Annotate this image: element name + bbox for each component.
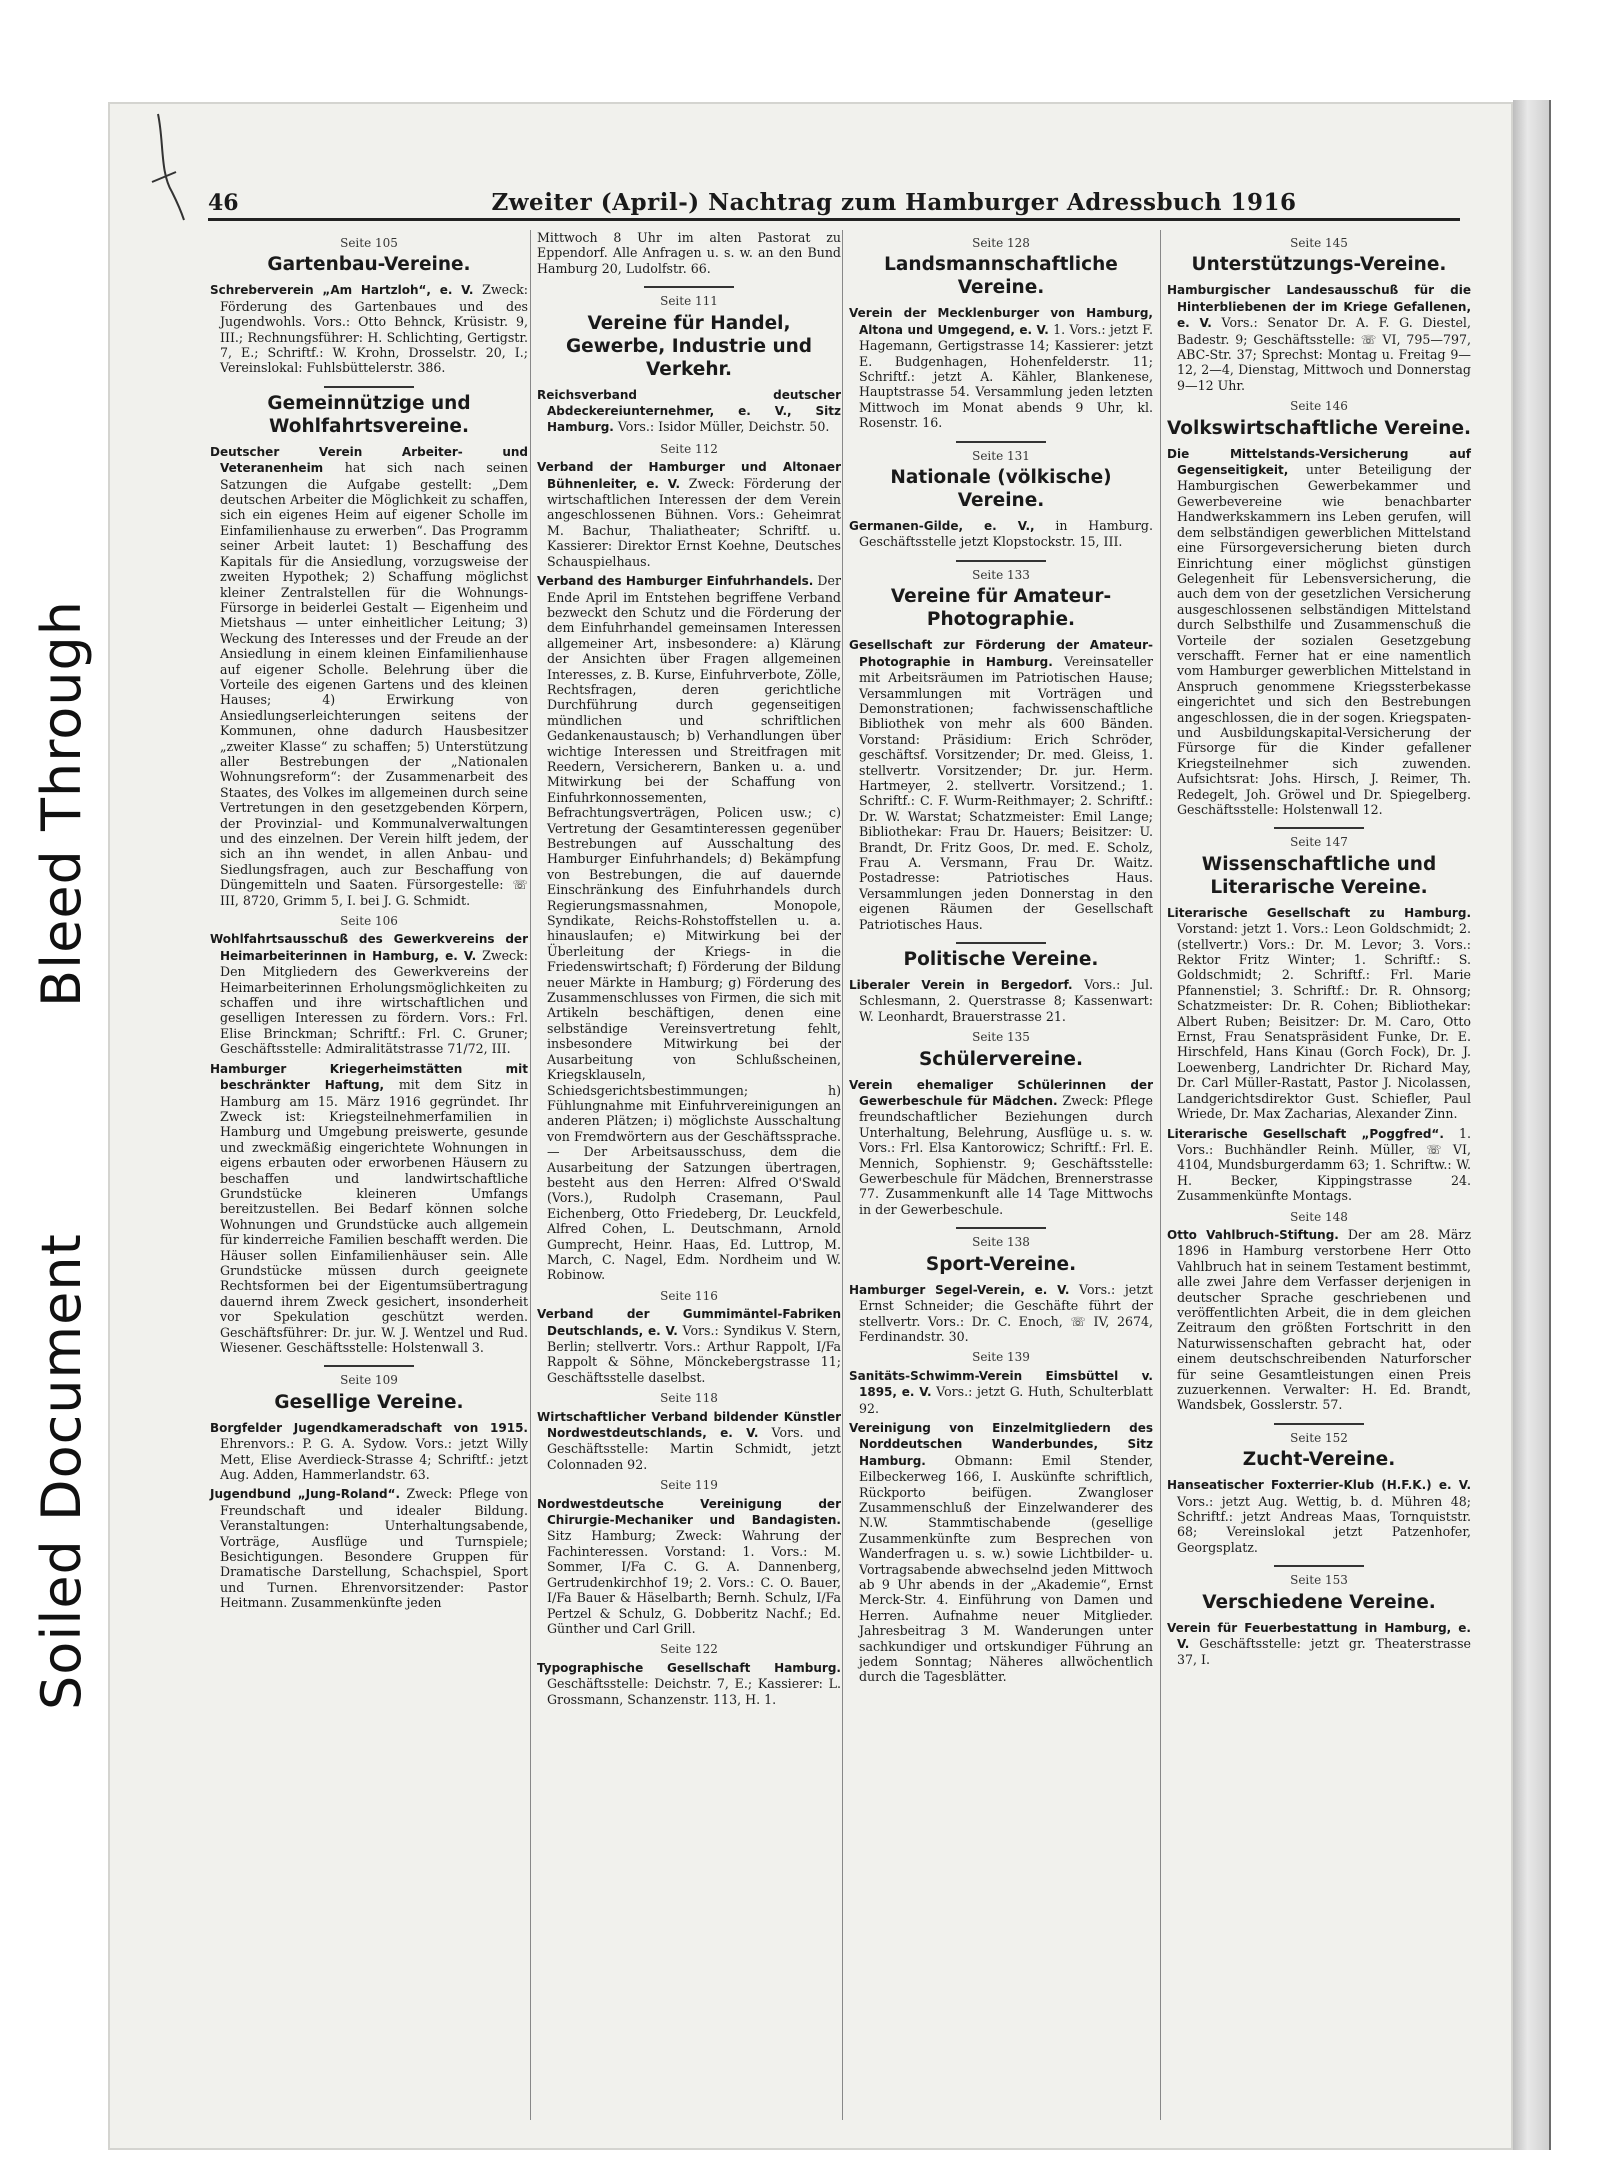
seite-label: Seite 133 [972, 567, 1030, 582]
entry [537, 387, 841, 436]
entry [210, 1486, 528, 1610]
header-rule [208, 218, 1460, 221]
entry-org: Deutscher Verein Arbeiter- und Veteranenheim [210, 444, 528, 476]
divider [324, 1365, 414, 1367]
section-heading: Sport-Vereine. [925, 1253, 1077, 1275]
section-heading: Gesellige Vereine. [274, 1391, 464, 1413]
divider [644, 286, 734, 288]
divider [956, 441, 1046, 443]
entry-text: Vors.: jetzt Aug. Wettig, b. d. Mühren 48; Schriftf.: jetzt Andreas Maas, Tornquiststr. 68; Vereinslokal jetzt Patzenhofer, Georgsplatz. [1177, 1493, 1471, 1555]
entry-text: unter Beteiligung der Hamburgischen Gewerbekammer und Gewerbevereine wie benachbarter Handwerkskammern ins Leben gerufen, will dem selbständigen gewerblichen Mittelstand eine Fürsorgeversicherung bieten durch Einrichtung einer möglichst günstigen Gelegenheit für Lebensversicherung, die auch dem von der gesetzlichen Versicherung ausgeschlossenen selbständigen Mittelstand durch Selbsthilfe und Zusammenschuß die Vorteile der sozialen Gesetzgebung verschafft. Ferner hat er eine namentlich vom Hamburger gewerblichen Mittelstand in Anspruch genommene Kriegssterbekasse eingerichtet und sich den Bestrebungen angeschlossen, die in der sogen. Kriegspaten- und Ausbildungskapital-Versicherung der Fürsorge für die Kinder gefallener Kriegsteilnehmer sich zuwenden. Aufsichtsrat: Johs. Hirsch, J. Reimer, Th. Redegelt, Joh. Gröwel und Dr. Spiegelberg. Geschäftsstelle: Holstenwall 12. [1177, 462, 1471, 817]
entry [210, 282, 528, 375]
seite-label: Seite 148 [1290, 1209, 1348, 1224]
seite-label: Seite 109 [340, 1373, 398, 1388]
entry-text: Ehrenvors.: P. G. A. Sydow. Vors.: jetzt Willy Mett, Elise Averdieck-Strasse 4; Schriftf.: jetzt Aug. Adden, Hammerlandstr. 63. [220, 1436, 528, 1483]
column-4 [1160, 230, 1471, 2120]
entry-text: in Hamburg. Geschäftsstelle jetzt Klopstockstr. 15, III. [859, 518, 1153, 550]
divider [956, 942, 1046, 944]
entry-text: Vors.: jetzt Ernst Schneider; die Geschäfte führt der stellvertr. Vors.: Dr. C. Enoch, ☏ IV, 2674, Ferdinandstr. 30. [859, 1281, 1153, 1344]
section-heading: Zucht-Vereine. [1242, 1449, 1396, 1471]
divider [956, 560, 1046, 562]
entry-org: Hamburgischer Landesausschuß für die Hinterbliebenen der im Kriege Gefallenen, e. V. [1167, 283, 1471, 331]
entry [1167, 1477, 1471, 1555]
entry-org: Literarische Gesellschaft zu Hamburg. [1167, 905, 1471, 920]
seite-label: Seite 119 [660, 1478, 718, 1493]
entry-org: Borgfelder Jugendkameradschaft von 1915. [210, 1420, 528, 1435]
column-3 [842, 230, 1153, 2120]
entry-org: Otto Vahlbruch-Stiftung. [1167, 1227, 1339, 1242]
entry-org: Hamburger Segel-Verein, e. V. [849, 1282, 1070, 1297]
section-heading: Vereine für Amateur-Photographie. [890, 586, 1112, 631]
section-heading: Unterstützungs-Vereine. [1191, 254, 1447, 276]
entry-org: Wirtschaftlicher Verband bildender Künstler Nordwestdeutschlands, e. V. [537, 1409, 841, 1441]
pen-mark-icon [150, 112, 190, 222]
entry [210, 1420, 528, 1483]
divider [1274, 1565, 1364, 1567]
entry [537, 1496, 841, 1637]
divider [956, 1227, 1046, 1229]
entry-org: Sanitäts-Schwimm-Verein Eimsbüttel v. 1895, e. V. [849, 1368, 1153, 1400]
entry-text: hat sich nach seinen Satzungen die Aufgabe gestellt: „Dem deutschen Arbeiter die Möglichkeit zu schaffen, sich ein eigenes Heim auf eigener Scholle im Einfamilienhause zu erwerben“. Das Programm seiner Arbeit lautet: 1) Beschaffung des Kapitals für die Ansiedlung, vorzugsweise der zweiten Hypothek; 2) Schaffung möglichst kleiner Zentralstellen für die Wohnungs-Fürsorge in beiderlei Gestalt — Eigenheim und Mietshaus — unter einheitlicher Leitung; 3) Weckung des Interesses und der Freude an der Ansiedlung in einem kleinen Einfamilienhause auf eigener Scholle. Belehrung über die Vorteile des eigenen Gartens und des kleinen Hauses; 4) Erwirkung von Ansiedlungserleichterungen seitens der Kommunen, ohne dadurch Hausbesitzer „zweiter Klasse“ zu schaffen; 5) Unterstützung aller Bestrebungen der „Nationalen Wohnungsreform“: der Zusammenarbeit des Staates, des Volkes im allgemeinen durch seine Vertretungen in den gesetzgebenden Körpern, der Provinzial- und Kommunalverwaltungen und des einzelnen. Der Verein hilft jedem, der sich an ihn wendet, in allen Anbau- und Siedlungsfragen, auch zur Beschaffung von Düngemitteln und Saaten. Fürsorgestelle: ☏ III, 8720, Grimm 5, I. bei J. G. Schmidt. [220, 460, 528, 908]
entry-text: Der am 28. März 1896 in Hamburg verstorbene Herr Otto Vahlbruch hat in seinem Testament bestimmt, alle zwei Jahre dem Verfasser derjenigen in deutscher Sprache geschriebenen und veröffentlichten Arbeit, die in dem gleichen Zeitraum den größten Fortschritt in den Naturwissenschaften gebracht hat, oder einem deutschschreibenden Naturforscher für seine Gesamtleistungen einen Preis zuzuerkennen. Verwalter: H. Ed. Brandt, Wandsbek, Gosslerstr. 57. [1177, 1226, 1471, 1413]
entry-continuation: Mittwoch 8 Uhr im alten Pastorat zu Eppendorf. Alle Anfragen u. s. w. an den Bund Hamburg 20, Ludolfstr. 66. [537, 230, 841, 276]
section-heading: Vereine für Handel, Gewerbe, Industrie und Verkehr. [565, 312, 813, 380]
seite-label: Seite 145 [1290, 236, 1348, 250]
entry-org: Nordwestdeutsche Vereinigung der Chirurgie-Mechaniker und Bandagisten. [537, 1496, 841, 1528]
entry [1167, 446, 1471, 818]
entry-text: Zweck: Den Mitgliedern des Gewerkvereins der Heimarbeiterinnen Erholungsmöglichkeiten zu schaffen und ihre wirtschaftlichen und geselligen Interessen zu fördern. Vors.: Frl. Elise Brinckman; Schriftf.: Frl. C. Gruner; Geschäftsstelle: Admiralitätstrasse 71/72, III. [220, 947, 528, 1057]
seite-label: Seite 111 [660, 294, 718, 309]
entry-text: Vors.: Senator Dr. A. F. G. Diestel, Badestr. 9; Geschäftsstelle: ☏ VI, 795—797, ABC-Str. 37; Sprechst: Montag u. Freitag 9—12, 2—4, Dienstag, Mittwoch und Donnerstag 9—12 Uhr. [1177, 315, 1471, 393]
section-heading: Gemeinnützige und Wohlfahrtsvereine. [267, 392, 471, 437]
entry-org: Verband der Gummimäntel-Fabriken Deutschlands, e. V. [537, 1307, 841, 1338]
seite-label: Seite 147 [1290, 835, 1348, 850]
seite-label: Seite 146 [1290, 399, 1348, 414]
entry [537, 1660, 841, 1707]
entry-org: Verein ehemaliger Schülerinnen der Gewerbeschule für Mädchen. [849, 1077, 1153, 1109]
entry [1167, 905, 1471, 1122]
entry [1167, 1620, 1471, 1668]
entry-org: Schreberverein „Am Hartzloh“, e. V. [210, 283, 474, 298]
seite-label: Seite 112 [660, 441, 718, 456]
entry [210, 931, 528, 1056]
page-header [208, 176, 1460, 216]
page-edge-outer [1549, 100, 1600, 2150]
entry-org: Germanen-Gilde, e. V., [849, 519, 1035, 534]
section-heading: Volkswirtschaftliche Vereine. [1167, 417, 1472, 439]
entry-text: Vors.: Jul. Schlesmann, 2. Querstrasse 8; Kassenwart: W. Leonhardt, Brauerstrasse 21. [859, 977, 1153, 1024]
entry [210, 1061, 528, 1356]
entry-org: Jugendbund „Jung-Roland“. [210, 1487, 401, 1502]
column-2 [530, 230, 841, 2120]
entry [849, 977, 1153, 1024]
section-heading: Gartenbau-Vereine. [267, 254, 471, 276]
entry [849, 518, 1153, 550]
entry-text: Zweck: Förderung des Gartenbaues und des Jugendwohls. Vors.: Otto Behnck, Krüsistr. 9, III.; Rechnungsführer: H. Schlichting, Gertigstr. 7, E.; Schriftf.: W. Krohn, Drosselstr. 20, I.; Vereinslokal: Fuhlsbüttelerstr. 386. [220, 282, 529, 376]
section-heading: Landsmannschaftliche Vereine. [884, 254, 1118, 299]
seite-label: Seite 135 [972, 1030, 1030, 1045]
entry [537, 573, 841, 1283]
entry-org: Verein für Feuerbestattung in Hamburg, e. V. [1167, 1620, 1471, 1652]
entry-org: Liberaler Verein in Bergedorf. [849, 978, 1073, 992]
entry-text: Vors.: jetzt G. Huth, Schulterblatt 92. [859, 1384, 1153, 1416]
seite-label: Seite 152 [1290, 1430, 1348, 1445]
entry [537, 459, 841, 569]
entry [210, 444, 528, 908]
seite-label: Seite 128 [972, 236, 1030, 250]
entry [537, 1306, 841, 1385]
page-number: 46 [208, 190, 239, 216]
page-title: Zweiter (April-) Nachtrag zum Hamburger Adressbuch 1916 [491, 189, 1297, 216]
entry-org: Gesellschaft zur Förderung der Amateur-Photographie in Hamburg. [849, 638, 1153, 669]
side-label [6, 600, 116, 1710]
entry [849, 305, 1153, 430]
entry-text: Vors.: Syndikus V. Stern, Berlin; stellvertr. Vors.: Arthur Rappolt, I/Fa Rappolt & Söhne, Mönckebergstrasse 11; Geschäftsstelle daselbst. [547, 1322, 842, 1385]
divider [324, 386, 414, 388]
entry-org: Wohlfahrtsausschuß des Gewerkvereins der Heimarbeiterinnen in Hamburg, e. V. [210, 932, 528, 963]
section-heading: Verschiedene Vereine. [1202, 1591, 1436, 1613]
entry-org: Vereinigung von Einzelmitgliedern des Norddeutschen Wanderbundes, Sitz Hamburg. [849, 1420, 1153, 1468]
entry [849, 1077, 1153, 1218]
side-label-bleed: Bleed Through [29, 600, 93, 1007]
entry-text: Vors.: Isidor Müller, Deichstr. 50. [617, 419, 830, 435]
seite-label: Seite 106 [340, 914, 398, 929]
entry-org: Hanseatischer Foxterrier-Klub (H.F.K.) e. V. [1167, 1478, 1471, 1493]
entry-text: Zweck: Förderung der wirtschaftlichen Interessen der dem Verein angeschlossenen Bühnen. Vors.: Geheimrat M. Bachur, Thaliatheater; Schriftf. u. Kassierer: Direktor Ernst Koehne, Deutsches Schauspielhaus. [547, 475, 842, 569]
entry-text: Vereinsateller mit Arbeitsräumen im Patriotischen Hause; Versammlungen mit Vorträgen und Demonstrationen; fachwissenschaftliche Bibliothek von mehr als 600 Bänden. Vorstand: Präsidium: Erich Schröder, geschäftsf. Vorsitzender; Dr. med. Gleiss, 1. stellvertr. Vorsitzender; Dr. jur. Herm. Hartmeyer, 2. stellvertr. Vorsitzend.; 1. Schriftf.: C. F. Wurm-Reithmayer; 2. Schriftf.: Dr. W. Warstat; Schatzmeister: Emil Lange; Bibliothekar: Frau Dr. Hauers; Beisitzer: U. Brandt, Dr. Fritz Goos, Dr. med. E. Scholz, Frau A. Versmann, Frau Dr. Waitz. Postadresse: Patriotisches Haus. Versammlungen jeden Donnerstag in den eigenen Räumen der Gesellschaft Patriotisches Haus. [859, 653, 1153, 932]
entry [1167, 1227, 1471, 1413]
seite-label: Seite 116 [660, 1288, 718, 1303]
seite-label: Seite 138 [972, 1235, 1030, 1250]
seite-label: Seite 118 [660, 1391, 718, 1406]
entry-text: 1. Vors.: Buchhändler Reinh. Müller, ☏ VI, 4104, Mundsburgerdamm 63; 1. Schriftw.: W. H. Becker, Kippingstrasse 24. Zusammenkünfte Montags. [1177, 1125, 1471, 1204]
section-heading: Schülervereine. [918, 1048, 1083, 1070]
seite-label: Seite 122 [660, 1642, 718, 1657]
section-heading: Politische Vereine. [903, 949, 1099, 970]
entry-org: Die Mittelstands-Versicherung auf Gegenseitigkeit, [1167, 446, 1471, 478]
entry-org: Verband des Hamburger Einfuhrhandels. [537, 574, 814, 589]
seite-label: Seite 131 [972, 448, 1030, 463]
seite-label: Seite 105 [340, 236, 398, 250]
entry [537, 1409, 841, 1473]
column-1 [210, 230, 528, 2120]
entry-text: Vors. und Geschäftsstelle: Martin Schmidt, jetzt Colonnaden 92. [547, 1425, 841, 1472]
entry-org: Verein der Mecklenburger von Hamburg, Altona und Umgegend, e. V. [849, 306, 1153, 337]
entry-text: Geschäftsstelle: Deichstr. 7, E.; Kassierer: L. Grossmann, Schanzenstr. 113, H. 1. [547, 1676, 841, 1707]
entry [849, 1420, 1153, 1685]
entry-text: Der Ende April im Entstehen begriffene Verband bezweckt den Schutz und die Förderung der dem Einfuhrhandel gemeinsamen Interessen allgemeiner Art, insbesondere: a) Klärung der Ansichten über Fragen allgemeinen Interesses, z. B. Kurse, Einfuhrverbote, Zölle, Rechtsfragen, deren gerichtliche Durchführung durch gegenseitigen mündlichen und schriftlichen Gedankenaustausch; b) Verhandlungen über wichtige Interessen und Streitfragen mit Reedern, Versicherern, Banken u. a. und Mitwirkung bei der Schaffung von Einfuhrkonnossementen, Befrachtungsverträgen, Policen usw.; c) Vertretung der Gesamtinteressen gegenüber Bestrebungen auf Ausschaltung des Hamburger Einfuhrhandels; d) Bekämpfung von Bestrebungen, die auf dauernde Einschränkung des Einfuhrhandels durch Regierungsmassnahmen, Monopole, Syndikate, Reichs-Rohstoffstellen u. a. hinauslaufen; e) Mitwirkung bei der Überleitung der Kriegs- in die Friedenswirtschaft; f) Förderung der Bildung neuer Märkte in Hamburg; g) Förderung des Zusammenschlusses von Firmen, die sich mit Artikeln beschäftigen, denen eine selbständige Vereinsvertretung fehlt, insbesondere Mitwirkung bei der Ausarbeitung von Schlußscheinen, Kriegsklauseln, Schiedsgerichtsbestimmungen; h) Fühlungnahme mit Einfuhrvereinigungen an anderen Plätzen; i) möglichste Ausschaltung von Fremdwörtern aus der Geschäftssprache. — Der Arbeitsausschuss, dem die Ausarbeitung der Satzungen übertragen, besteht aus den Herren: Alfred O'Swald (Vors.), Rudolph Crasemann, Paul Eichenberg, Otto Friedeberg, Dr. Leuckfeld, Alfred Cohen, L. Deutschmann, Arnold Gumprecht, Heinr. Haas, Ed. Luttrop, M. March, C. Nagel, Edm. Nordheim und W. Robinow. [547, 573, 841, 1283]
seite-label: Seite 139 [972, 1350, 1030, 1365]
divider [1274, 1423, 1364, 1425]
entry-org: Hamburger Kriegerheimstätten mit beschränkter Haftung, [210, 1061, 528, 1093]
entry [1167, 1126, 1471, 1204]
entry-text: Zweck: Pflege von Freundschaft und idealer Bildung. Veranstaltungen: Unterhaltungsabende, Vorträge, Ausflüge und Turnspiele; Besichtigungen. Besondere Gruppen für Dramatische Darstellung, Schachspiel, Sport und Turnen. Ehrenvorsitzender: Pastor Heitmann. Zusammenkünfte jeden [220, 1486, 528, 1611]
entry [849, 1368, 1153, 1416]
entry-org: Literarische Gesellschaft „Poggfred“. [1167, 1126, 1444, 1141]
section-heading: Wissenschaftliche und Literarische Vereine. [1201, 853, 1437, 898]
page-edge [1513, 100, 1549, 2150]
section-heading: Nationale (völkische) Vereine. [890, 467, 1112, 512]
entry [1167, 282, 1471, 393]
entry-org: Typographische Gesellschaft Hamburg. [537, 1660, 841, 1675]
entry-text: Geschäftsstelle: jetzt gr. Theaterstrasse 37, I. [1177, 1636, 1471, 1668]
seite-label: Seite 153 [1290, 1573, 1348, 1588]
entry-text: Obmann: Emil Stender, Eilbeckerweg 166, I. Auskünfte schriftlich, Rückporto beifügen. Zwangloser Zusammenschluß der Einzelwanderer des N.W. Stammtischabende (gesellige Zusammenkünfte zum Besprechen von Wanderfragen u. s. w.) sowie Lichtbilder- u. Vortragsabende abwechselnd jeden Mittwoch ab 9 Uhr abends in der „Akademie“, Ernst Merck-Str. 4. Einführung von Damen und Herren. Aufnahme neuer Mitglieder. Jahresbeitrag 3 M. Wanderungen unter sachkundiger und ortskundiger Führung an jedem Sonntag; Näheres allwöchentlich durch die Tagesblätter. [859, 1452, 1153, 1685]
divider [1274, 827, 1364, 829]
entry-text: Zweck: Pflege freundschaftlicher Beziehungen durch Unterhaltung, Belehrung, Ausflüge u. s. w. Vors.: Frl. Elsa Kantorowicz; Schriftf.: Frl. E. Mennich, Sophienstr. 9; Geschäftsstelle: Gewerbeschule für Mädchen, Brennerstrasse 77. Zusammenkunft alle 14 Tage Mittwochs in der Gewerbeschule. [859, 1093, 1153, 1217]
entry [849, 1282, 1153, 1345]
entry-text: mit dem Sitz in Hamburg am 15. März 1916 gegründet. Ihr Zweck ist: Kriegsteilnehmerfamilien in Hamburg und Umgebung preiswerte, gesunde und zweckmäßig eingerichtete Wohnungen in eigens erbauten oder erworbenen Häusern zu beschaffen und landwirtschaftliche Grundstücke kleineren Umfangs bereitzustellen. Bei Bedarf können solche Wohnungen und Grundstücke auch allgemein für kinderreiche Familien beschafft werden. Die Häuser sollen Einfamilienhäuser sein. Alle Grundstücke müssen durch geeignete Rechtsformen bei der Eigentumsübertragung dauernd ihrem Zweck gesichert, insonderheit vor Spekulation geschützt werden. Geschäftsführer: Dr. jur. W. J. Wentzel und Rud. Wiesener. Geschäftsstelle: Holstenwall 3. [220, 1077, 528, 1355]
entry-text: Vorstand: jetzt 1. Vors.: Leon Goldschmidt; 2. (stellvertr.) Vors.: Dr. M. Levor; 3. Vors.: Rektor Fritz Winter; 1. Schriftf.: S. Goldschmidt; 2. Schriftf.: Frl. Marie Pfannenstiel; 3. Schriftf.: Dr. R. Ohnsorg; Schatzmeister: Dr. R. Cohen; Bibliothekar: Albert Ruben; Beisitzer: Dr. M. Caro, Otto Ernst, Frau Senatspräsident Funke, Dr. E. Hirschfeld, Hans Kinau (Gorch Fock), Dr. J. Loewenberg, Landrichter Dr. Richard May, Dr. Carl Müller-Rastatt, Pastor J. Nicolassen, Landgerichtsdirektor Gust. Schiefler, Paul Wriede, Dr. Max Zacharias, Alexander Zinn. [1177, 921, 1471, 1122]
entry [849, 637, 1153, 932]
entry-org: Verband der Hamburger und Altonaer Bühnenleiter, e. V. [537, 460, 841, 491]
entry-text: 1. Vors.: jetzt F. Hagemann, Gertigstrasse 14; Kassierer: jetzt E. Budgenhagen, Hohenfelderstr. 11; Schriftf.: jetzt A. Kähler, Blankenese, Hauptstrasse 54. Versammlung jeden letzten Mittwoch im Monat abends 9 Uhr, kl. Rosenstr. 16. [859, 321, 1153, 431]
side-label-soiled: Soiled Document [29, 1233, 93, 1710]
entry-org: Reichsverband deutscher Abdeckereiunternehmer, e. V., Sitz Hamburg. [537, 387, 841, 435]
entry-text: Sitz Hamburg; Zweck: Wahrung der Fachinteressen. Vorstand: 1. Vors.: M. Sommer, I/Fa C. G. A. Dannenberg, Gertrudenkirchhof 19; 2. Vors.: C. O. Bauer, I/Fa Bauer & Häselbarth; Bernh. Schulz, I/Fa Pertzel & Schulz, G. Dobberitz Nachf.; Ed. Günther und Carl Grill. [547, 1528, 841, 1636]
